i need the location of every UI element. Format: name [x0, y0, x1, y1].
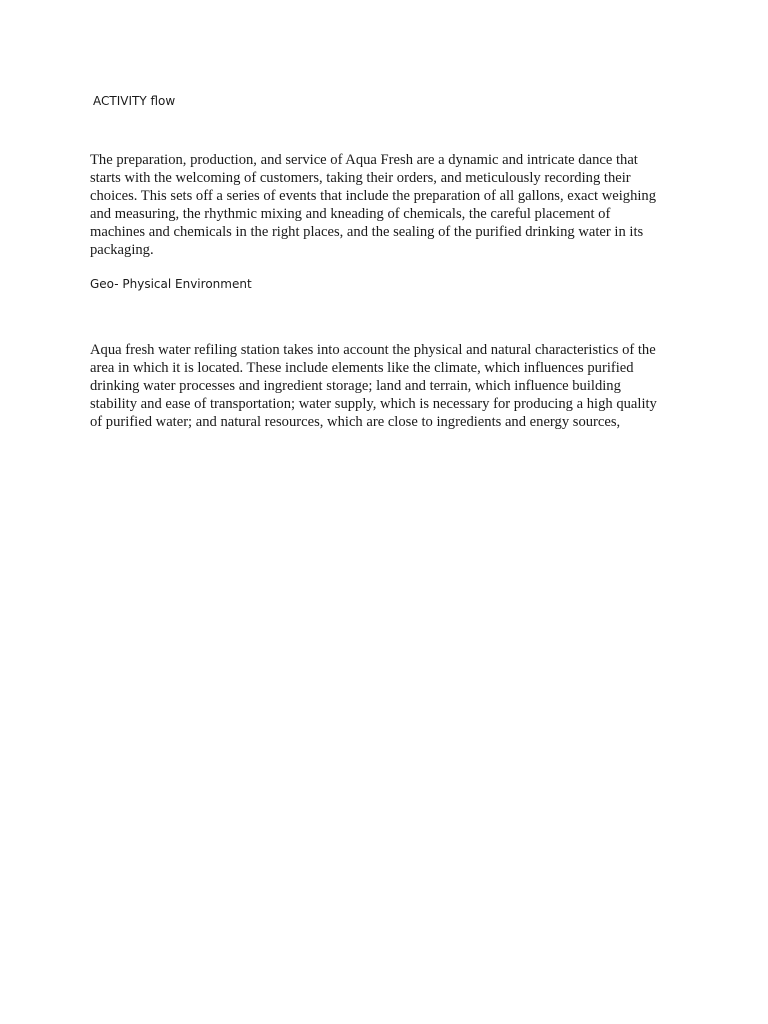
paragraph-line: of purified water; and natural resources, which are close to ingredients and energy sources, [90, 413, 621, 430]
geo-physical-paragraph [90, 342, 690, 432]
paragraph-line: packaging. [90, 241, 154, 258]
paragraph-line: starts with the welcoming of customers, taking their orders, and meticulously recording their [90, 169, 631, 186]
activity-paragraph [90, 152, 690, 259]
activity-flow-heading: ACTIVITY flow [93, 94, 176, 108]
paragraph-line: Aqua fresh water refiling station takes into account the physical and natural characteristics of the [90, 342, 656, 358]
paragraph-line: and measuring, the rhythmic mixing and kneading of chemicals, the careful placement of [90, 205, 611, 222]
geo-physical-environment-heading: Geo- Physical Environment [90, 277, 252, 291]
paragraph-line: choices. This sets off a series of events that include the preparation of all gallons, exact weighing [90, 187, 657, 204]
paragraph-line: machines and chemicals in the right places, and the sealing of the purified drinking water in its [90, 223, 644, 240]
paragraph-line: The preparation, production, and service of Aqua Fresh are a dynamic and intricate dance that [90, 152, 638, 168]
paragraph-line: drinking water processes and ingredient storage; land and terrain, which influence building [90, 377, 621, 394]
paragraph-line: area in which it is located. These include elements like the climate, which influences purified [90, 359, 634, 376]
paragraph-line: stability and ease of transportation; water supply, which is necessary for producing a high quality [90, 395, 657, 412]
